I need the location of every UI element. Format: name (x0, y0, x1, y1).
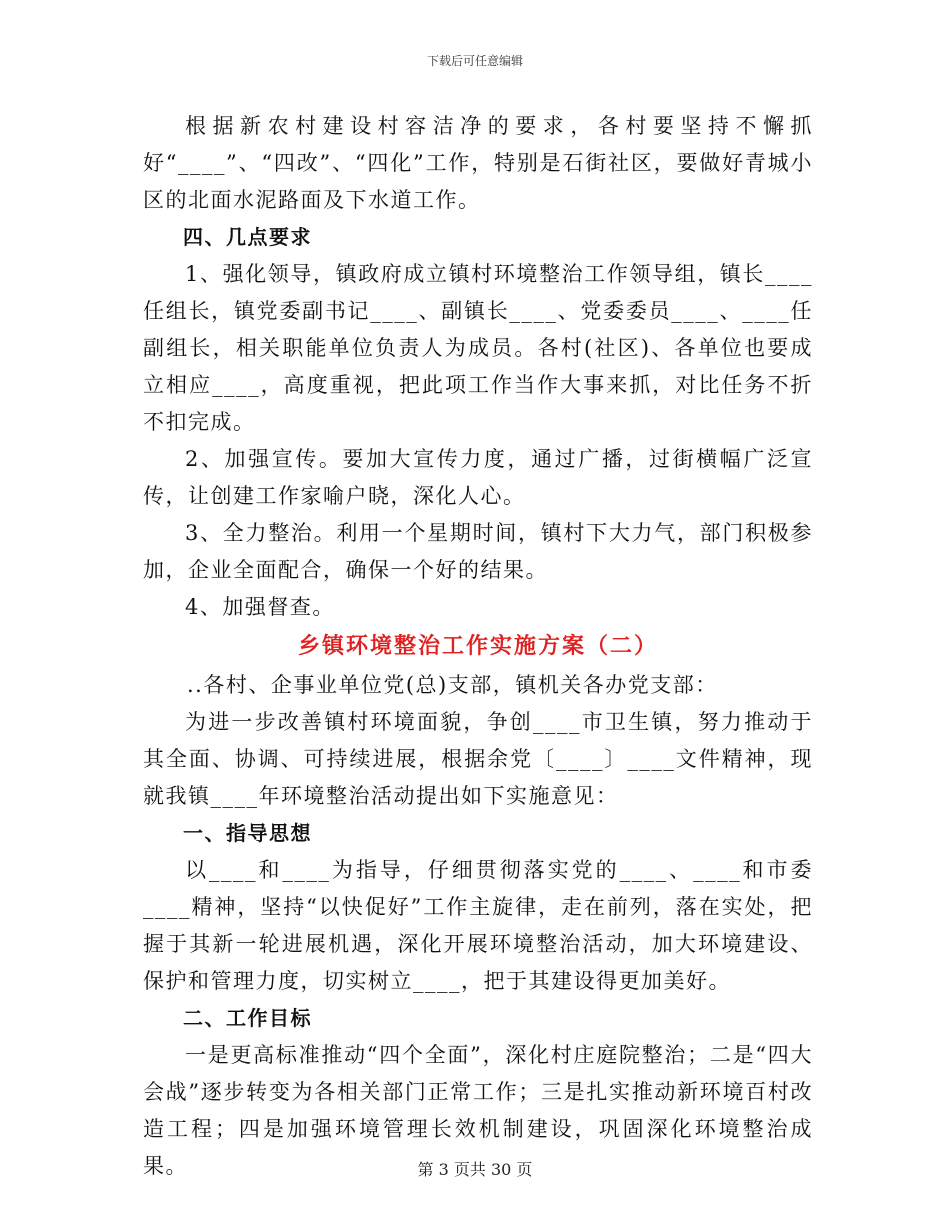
page-number: 第 3 页共 30 页 (417, 1160, 533, 1179)
document-body (143, 108, 813, 1185)
paragraph-guiding-thought: 以____和____为指导，仔细贯彻落实党的____、____和市委____精神，坚持“以快促好”工作主旋律，走在前列，落在实处，把握于其新一轮进展机遇，深化开展环境整治活动，加大环境建设、保护和管理力度，切实树立____，把于其建设得更加美好。 (143, 858, 813, 993)
paragraph-village-cleanliness: 根据新农村建设村容洁净的要求，各村要坚持不懈抓好“____”、“四改”、“四化”工作，特别是石街社区，要做好青城小区的北面水泥路面及下水道工作。 (143, 114, 813, 212)
requirement-leadership: 1、强化领导，镇政府成立镇村环境整治工作领导组，镇长____任组长，镇党委副书记____、副镇长____、党委委员____、____任副组长，相关职能单位负责人为成员。各村(社区)、各单位也要成立相应____，高度重视，把此项工作当作大事来抓，对比任务不折不扣完成。 (143, 262, 813, 434)
document-title: 乡镇环境整治工作实施方案（二） (297, 634, 658, 659)
requirement-supervision: 4、加强督查。 (185, 595, 335, 619)
salutation: ..各村、企事业单位党(总)支部，镇机关各办党支部： (187, 673, 718, 697)
page-header-note: 下载后可任意编辑 (426, 54, 523, 68)
section-heading-requirements: 四、几点要求 (183, 225, 312, 249)
paragraph-intro: 为进一步改善镇村环境面貌，争创____市卫生镇，努力推动于其全面、协调、可持续进展，根据余党〔____〕____文件精神，现就我镇____年环境整治活动提出如下实施意见： (143, 710, 813, 808)
requirement-rectification: 3、全力整治。利用一个星期时间，镇村下大力气，部门积极参加，企业全面配合，确保一个好的结果。 (143, 521, 813, 582)
section-heading-guiding-thought: 一、指导思想 (183, 821, 312, 845)
paragraph-work-goals: 一是更高标准推动“四个全面”，深化村庄庭院整治；二是“四大会战”逐步转变为各相关部门正常工作；三是扎实推动新环境百村改造工程；四是加强环境管理长效机制建设，巩固深化环境整治成果。 (143, 1043, 813, 1178)
section-heading-work-goals: 二、工作目标 (183, 1006, 312, 1030)
requirement-publicity: 2、加强宣传。要加大宣传力度，通过广播，过街横幅广泛宣传，让创建工作家喻户晓，深化人心。 (143, 447, 813, 508)
